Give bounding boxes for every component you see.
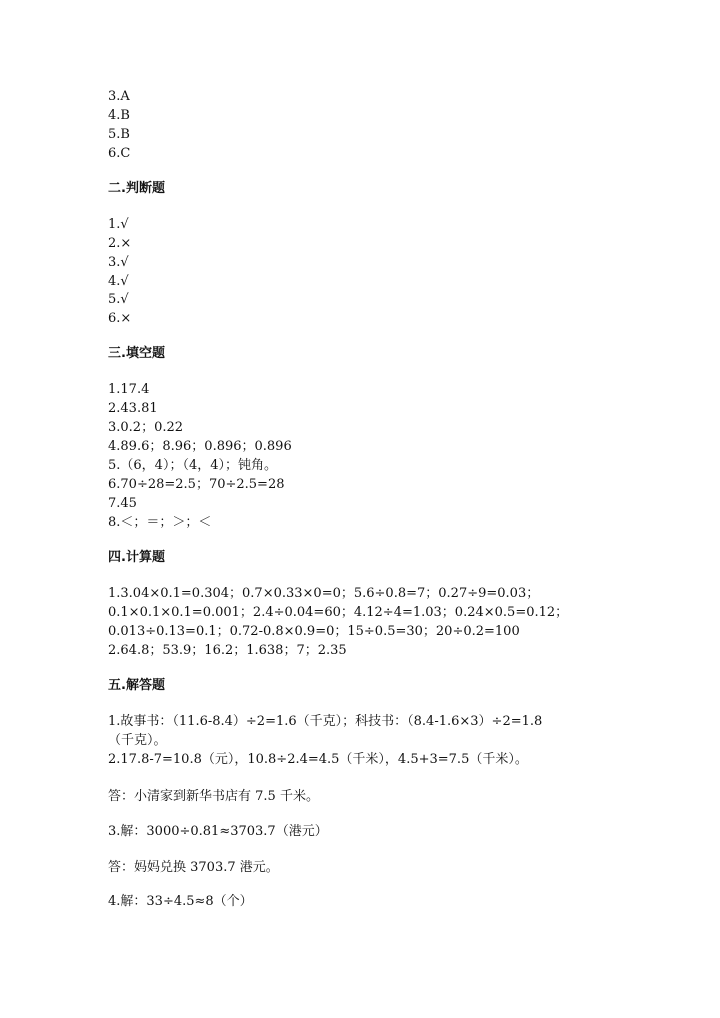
choice-answer-3: 3.A	[108, 89, 130, 104]
judgement-answer-4: 4.√	[108, 274, 129, 289]
calc-line-2: 0.1×0.1×0.1=0.001；2.4÷0.04=60；4.12÷4=1.03；0.24×0.5=0.12；	[108, 605, 569, 620]
fill-answer-7: 7.45	[108, 496, 137, 511]
judgement-answer-3: 3.√	[108, 255, 129, 270]
solution-answer-2: 答：小清家到新华书店有 7.5 千米。	[108, 789, 319, 804]
solution-line-2: 2.17.8-7=10.8（元），10.8÷2.4=4.5（千米），4.5+3=7.5（千米）。	[108, 752, 528, 767]
choice-answer-5: 5.B	[108, 127, 130, 142]
choice-answer-6: 6.C	[108, 146, 131, 161]
fill-answer-6: 6.70÷28=2.5；70÷2.5=28	[108, 477, 285, 492]
choice-answer-4: 4.B	[108, 108, 130, 123]
fill-answer-1: 1.17.4	[108, 382, 150, 397]
fill-answer-8: 8.＜；＝；＞；＜	[108, 515, 212, 530]
solution-line-1-cont: （千克）。	[108, 733, 167, 748]
fill-answer-5: 5.（6，4）；（4，4）；钝角。	[108, 458, 277, 473]
judgement-answer-6: 6.×	[108, 311, 132, 326]
solution-line-3: 3.解：3000÷0.81≈3703.7（港元）	[108, 824, 328, 839]
solution-line-1: 1.故事书：（11.6-8.4）÷2=1.6（千克）；科技书：（8.4-1.6×3）÷2=1.8	[108, 714, 543, 729]
section-heading-judgement: 二.判断题	[108, 181, 165, 196]
judgement-answer-5: 5.√	[108, 292, 129, 307]
judgement-answer-2: 2.×	[108, 236, 132, 251]
calc-line-1: 1.3.04×0.1=0.304；0.7×0.33×0=0；5.6÷0.8=7；0.27÷9=0.03；	[108, 586, 540, 601]
fill-answer-2: 2.43.81	[108, 401, 158, 416]
solution-line-4: 4.解：33÷4.5≈8（个）	[108, 894, 253, 909]
fill-answer-3: 3.0.2；0.22	[108, 420, 184, 435]
judgement-answer-1: 1.√	[108, 217, 129, 232]
calc-line-3: 0.013÷0.13=0.1；0.72-0.8×0.9=0；15÷0.5=30；20÷0.2=100	[108, 624, 520, 639]
calc-line-4: 2.64.8；53.9；16.2；1.638；7；2.35	[108, 643, 347, 658]
section-heading-calculation: 四.计算题	[108, 550, 165, 565]
fill-answer-4: 4.89.6；8.96；0.896；0.896	[108, 439, 292, 454]
section-heading-solutions: 五.解答题	[108, 678, 165, 693]
solution-answer-3: 答：妈妈兑换 3703.7 港元。	[108, 860, 279, 875]
section-heading-fill-blank: 三.填空题	[108, 346, 165, 361]
